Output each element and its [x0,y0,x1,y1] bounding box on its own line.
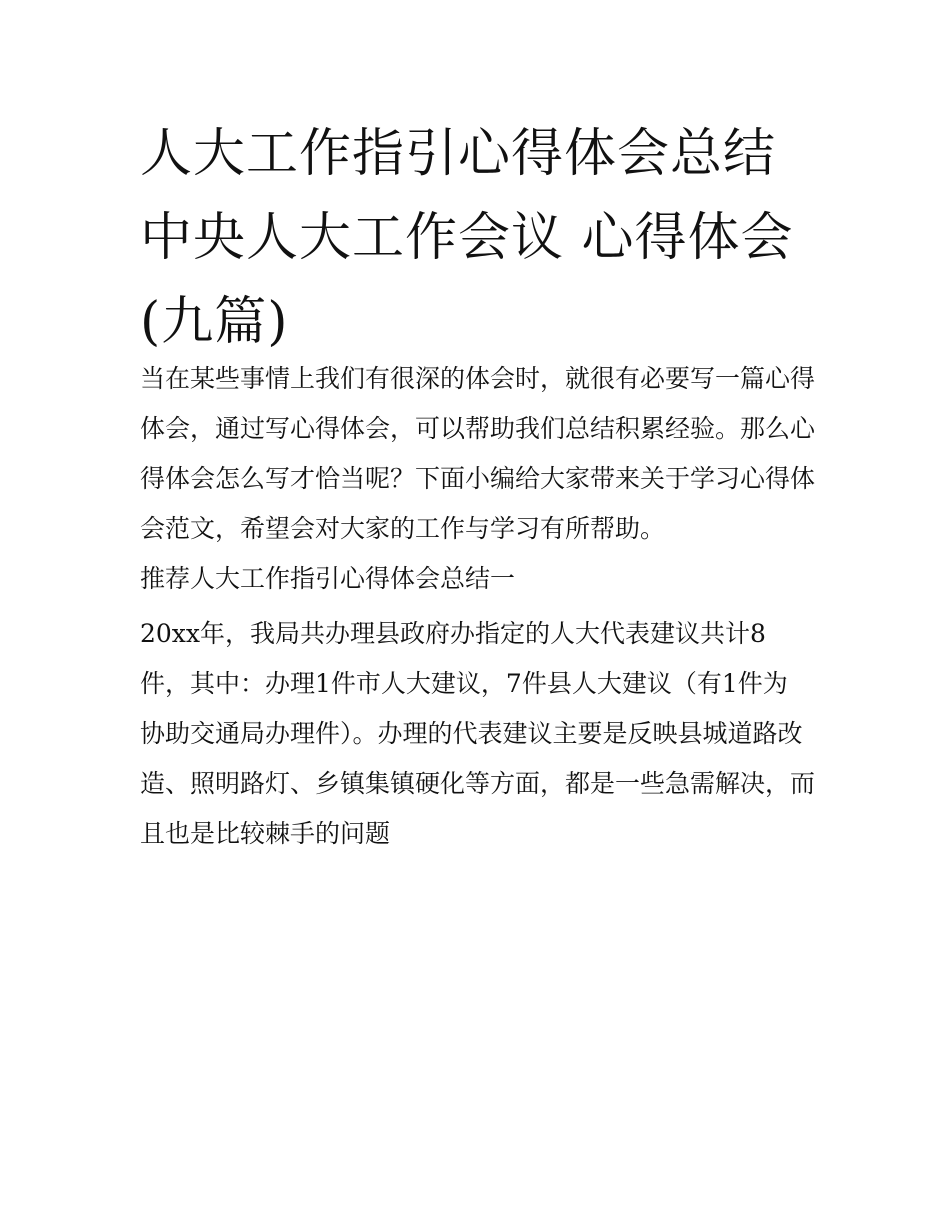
intro-line-1: 当在某些事情上我们有很深的体会时，就很有必要写一篇心得 [140,364,816,393]
body-line-2: 件，其中：办理1件市人大建议，7件县人大建议（有1件为 [140,669,788,698]
body-line-1: 20xx年，我局共办理县政府办指定的人大代表建议共计8 [140,619,766,648]
intro-line-2: 体会，通过写心得体会，可以帮助我们总结积累经验。那么心 [140,414,816,443]
body-line-4: 造、照明路灯、乡镇集镇硬化等方面，都是一些急需解决，而 [140,769,816,798]
document-title: 人大工作指引心得体会总结 中央人大工作会议 心得体会(九篇) [140,124,794,352]
section-heading: 推荐人大工作指引心得体会总结一 [140,564,516,593]
intro-line-3: 得体会怎么写才恰当呢？下面小编给大家带来关于学习心得体 [140,464,816,493]
body-line-3: 协助交通局办理件）。办理的代表建议主要是反映县城道路改 [140,719,803,748]
body-line-5: 且也是比较棘手的问题 [140,819,391,848]
intro-line-4: 会范文，希望会对大家的工作与学习有所帮助。 [140,514,666,543]
